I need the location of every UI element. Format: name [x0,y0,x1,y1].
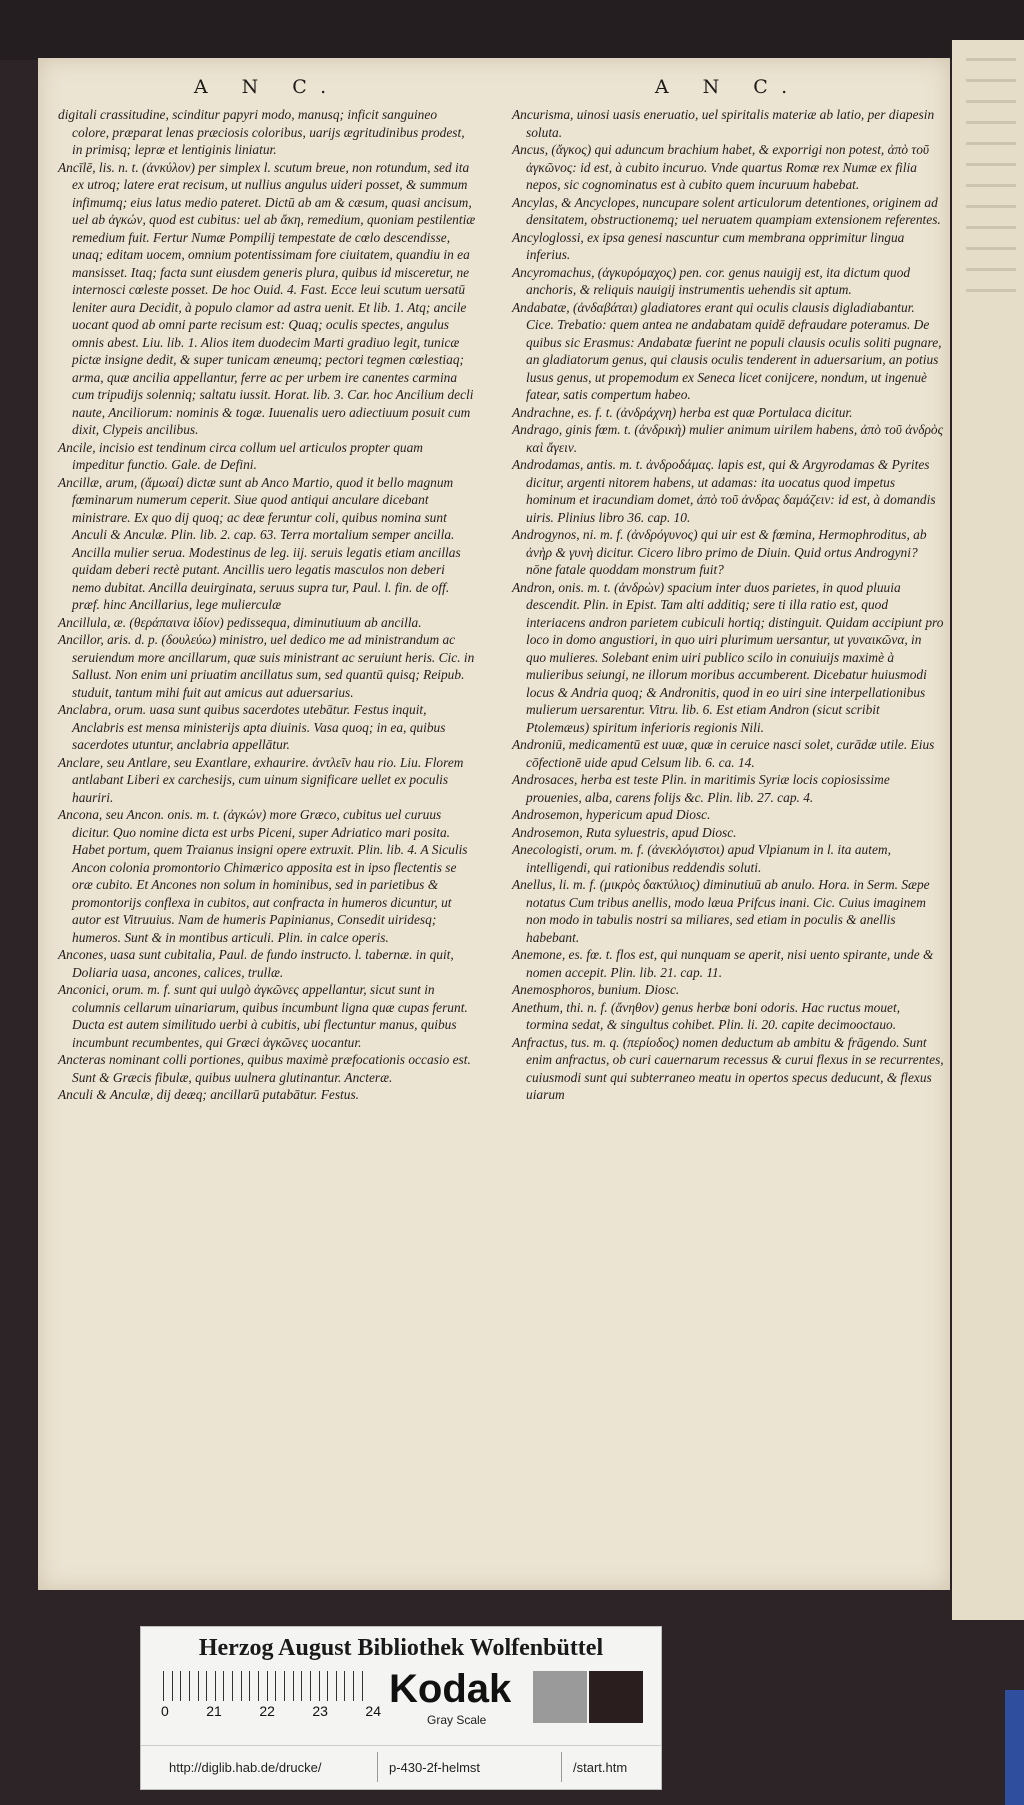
dictionary-entry: Anclare, seu Antlare, seu Exantlare, exhaurire. ἀντλεῖν hau rio. Liu. Florem antlabant Liberi ex carchesijs, cum uinum significare uellet ex poculis hauriri. [58,754,464,805]
library-label-card [140,1626,662,1790]
adjacent-page-edge [952,40,1024,1620]
gray-patch [533,1671,587,1723]
label-footer [141,1745,661,1790]
kodak-brand: Kodak [389,1667,512,1711]
dictionary-entry: Ancones, uasa sunt cubitalia, Paul. de fundo instructo. l. tabernæ. in quit, Doliaria uasa, ancones, calices, trullæ. [58,947,454,980]
dictionary-entry: Anethum, thi. n. f. (ἄνηθον) genus herbæ boni odoris. Hac ructus mouet, tormina sedat, & singultus cohibet. Plin. li. 20. capite decimooctauo. [512,999,901,1032]
dictionary-entry: Androsemon, Ruta syluestris, apud Diosc. [512,824,737,840]
dictionary-entry: Androgynos, ni. m. f. (ἀνδρόγυνος) qui uir est & fœmina, Hermophroditus, ab ἀνὴρ & γυνὴ dicitur. Cicero libro primo de Diuin. Quid ortus Androgyni? nōne fatale quoddam monstrum fuit? [512,527,927,577]
dictionary-entry: Ancus, (ἄγκος) qui aduncum brachium habet, & exporrigi non potest, ἀπὸ τοῦ ἀγκῶνος: id est, à cubito incuruo. Vnde quartus Romæ rex Numæ ex filia nepos, sic cognominatus est à cubito quem incuruum habebat. [512,142,930,192]
dictionary-entry: Anclabra, orum. uasa sunt quibus sacerdotes utebātur. Festus inquit, Anclabris est mensa ministerijs apta diuinis. Vasa quoq; in ea, quibus sacerdotes utuntur, anclabria appellātur. [58,702,446,752]
dictionary-entry: Ancillæ, arum, (ἄμωαί) dictæ sunt ab Anco Martio, quod it bello magnum fœminarum numerum ceperit. Siue quod antiqui anculare dicebant ministrare. Ex quo dij quoq; ac deæ feruntur coli, quibus nomina sunt Anculi & Anculæ. Plin. lib. 2. cap. 63. Terra mortalium semper ancilla. Ancilla mulier serua. Modestinus de leg. iij. seruis legatis etiam ancillas quidam deberi rectè putant. Ancillis uero legatis masculos non deberi nemo dubitat. Ancilla deuirginata, seruus supra tur, Paul. l. fin. de off. præf. hinc Ancillarius, lege mulierculæ [58,474,461,612]
dictionary-entry: Andrachne, es. f. t. (ἀνδράχνη) herba est quæ Portulaca dicitur. [512,404,853,420]
library-title: Herzog August Bibliothek Wolfenbüttel [198,1635,604,1661]
dictionary-entry: Andabatæ, (ἀνδαβάται) gladiatores erant qui oculis clausis digladiabantur. Cice. Trebatio: quem antea ne andabatam quidē defraudare poteramus. De quibus sic Erasmus: Andabatæ fuerint ne populi clausis oculis soliti pugnare, an gladiatorum genus, qui clausis oculis tenderent in aduersarium, an potius lusus genus, ut propemodum ex Seneca licet conijcere, nondum, ut ingenuè fatear, satis compertum habeo. [512,299,942,402]
blue-edge-strip [1005,1690,1024,1805]
right-entries [512,106,944,1104]
right-column [512,76,944,1104]
dictionary-entry: Ancīlē, lis. n. t. (ἀνκύλον) per simplex l. scutum breue, non rotundum, sed ita ex utroq; latere erat recisum, ut nullius angulus uideri posset, & summum infimumq; eius latus medio pateret. Dictū ab am & cæsum, quasi ancisum, uel ab ἀγκών, quod est cubitus: uel ab ἄκη, remedium, quoniam pestilentiæ remedium fuit. Fertur Numæ Pompilij tempestate de cœlo descendisse, unaq; editam uocem, omnium potentissimam fore ciuitatem, quandiu in ea mansisset. Itaq; facta sunt eiusdem generis plura, quibus id misceretur, ne internosci cœleste posset. De hoc Ouid. 4. Fast. Ecce leui scutum uersatū leniter aura Decidit, à populo clamor ad astra uenit. Et lib. 1. Atq; ancile uocant quod ab omni parte recisum est: Quaq; oculis spectes, angulus omnis abest. Liu. lib. 1. Alios item duodecim Marti gradiuo legit, tunicæ pictæ insigne dedit, & super tunicam æneumq; pectori tegmen cœlestiaq; arma, quæ ancilia appellantur, ferre ac per urbem ire canentes carmina cum tripudijs solenniq; saltatu iussit. Horat. lib. 3. Car. hoc Ancilium decli naute, Anciliorum: nominis & togæ. Iuuenalis uero adiectiuum posuit cum dixit, Clypeis ancilibus. [58,159,476,437]
scale-numbers [161,1703,381,1719]
right-running-header: A N C. [654,76,802,98]
left-column [58,76,476,1104]
left-entries [58,106,476,1104]
dictionary-entry: Ancteras nominant colli portiones, quibus maximè præfocationis occasio est. Sunt & Græcis fibulæ, quibus uulnera glutinantur. Ancteræ. [58,1052,471,1085]
dictionary-entry: Anellus, li. m. f. (μικρὸς δακτύλιος) diminutiuū ab anulo. Hora. in Serm. Sæpe notatus Cum tribus anellis, modo læua Prifcus inani. Cic. Cuius imaginem non modo in tabulis nostri sa miliares, sed etiam in poculis & anellis habebant. [512,877,930,945]
dictionary-entry: Ancurisma, uinosi uasis eneruatio, uel spiritalis materiæ ab latio, per diapesin soluta. [512,107,935,140]
source-url: http://diglib.hab.de/drucke/ [169,1760,322,1775]
scale-ruler [163,1671,363,1701]
dictionary-entry: Anemosphoros, bunium. Diosc. [512,982,680,997]
dictionary-entry: Androniū, medicamentū est uuæ, quæ in ceruice nasci solet, curādæ utile. Eius cōfectionē uide apud Celsum lib. 6. ca. 14. [512,737,935,770]
dictionary-entry: Ancona, seu Ancon. onis. m. t. (ἀγκών) more Græco, cubitus uel curuus dicitur. Quo nomine dicta est urbs Piceni, super Adriatico mari posita. Habet portum, quem Traianus insigni opere extruxit. Plin. lib. 4. A Siculis Ancon colonia promontorio Chimærico apposita est in ipso flectentis se oræ cubito. Et Ancones non solum in hominibus, sed in parietibus & promontorijs conflexa in cubitos, aut confracta in humeros dicuntur, ut autor est Vitruuius. Nam de humeris Papinianus, Consedit uiridesq; humeros. Sunt & in montibus articuli. Plin. in calce operis. [58,807,468,945]
start-file: /start.htm [573,1760,628,1775]
dictionary-entry: Anemone, es. fœ. t. flos est, qui nunquam se aperit, nisi uento spirante, unde & nomen accepit. Plin. lib. 21. cap. 11. [512,947,934,980]
dictionary-entry: digitali crassitudine, scinditur papyri modo, manusq; inficit sanguineo colore, præparat lenas præciosis coloribus, uarijs ægritudinibus prodest, in primisq; lepræ et lentiginis liniatur. [58,107,465,157]
dictionary-entry: Androsemon, hypericum apud Diosc. [512,807,711,822]
scale-number: 21 [206,1703,222,1719]
dictionary-entry: Ancyromachus, (ἀγκυρόμαχος) pen. cor. genus nauigij est, ita dictum quod anchoris, & reliquis nauigij instrumentis uehendis sit aptum. [512,264,911,297]
scale-number: 23 [312,1703,328,1719]
scanner-background-top [0,0,1024,60]
scale-number: 24 [365,1703,381,1719]
gray-scale-label: Gray Scale [427,1713,487,1727]
dark-patch [589,1671,643,1723]
dictionary-entry: Ancile, incisio est tendinum circa collum uel articulos propter quam impeditur functio. Gale. de Defini. [58,439,423,472]
dictionary-entry: Androdamas, antis. m. t. ἀνδροδάμας. lapis est, qui & Argyrodamas & Pyrites dicitur, argenti nitorem habens, ut adamas: ita uocatus quod impetus hominum et iracundiam domet, ἀπὸ τοῦ ἀνδρας δαμάζειν: id est, à domandis uiris. Plinius libro 36. cap. 10. [512,457,936,525]
dictionary-entry: Ancyloglossi, ex ipsa genesi nascuntur cum membrana opprimitur lingua inferius. [512,229,905,262]
scale-number: 22 [259,1703,275,1719]
dictionary-entry: Anecologisti, orum. m. f. (ἀνεκλόγιστοι) apud Vlpianum in l. ita autem, intelligendi, qui rationibus reddendis soluti. [512,842,891,875]
dictionary-entry: Anfractus, tus. m. q. (περίοδος) nomen deductum ab ambitu & frāgendo. Sunt enim anfractus, ob curi cauernarum recessus & curui flexus in se recurrentes, cuiusmodi sunt qui subterraneo meatu in opertos specus deducunt, & flexus uiarum [512,1034,944,1102]
left-running-header: A N C. [193,76,341,98]
dictionary-entry: Anculi & Anculæ, dij deæq; ancillarū putabātur. Festus. [58,1087,360,1102]
scale-number: 0 [161,1703,169,1719]
dictionary-entry: Ancylas, & Ancyclopes, nuncupare solent articulorum detentiones, originem ad densitatem, obstructionemq; uel neruatem quampiam extensionem referentes. [512,194,941,227]
dictionary-entry: Androsaces, herba est teste Plin. in maritimis Syriæ locis copiosissime prouenies, alba, carens folijs &c. Plin. lib. 27. cap. 4. [512,772,890,805]
dictionary-entry: Anconici, orum. m. f. sunt qui uulgò ἀγκῶνες appellantur, sicut sunt in columnis cellarum uinariarum, quibus incumbunt ligna quæ cupas ferunt. Ducta est autem similitudo uerbi à cubitis, ubi flectuntur manus, quibus incumbunt recumbentes, qui Græci ἀγκῶνες uocantur. [58,982,468,1050]
dictionary-entry: Ancillor, aris. d. p. (δουλεύω) ministro, uel dedico me ad ministrandum ac seruiendum more ancillarum, quæ suis ministrant ac seruiunt heris. Cic. in Sallust. Non enim uni priuatim ancillatus sum, sed quantū quisq; Reipub. studuit, tantum mihi fuit aut amicus aut aduersarius. [58,632,475,700]
dictionary-entry: Andrago, ginis fœm. t. (ἀνδρικὴ) mulier animum uirilem habens, ἀπὸ τοῦ ἀνδρὸς καὶ ἄγειν. [512,422,944,455]
dictionary-entry: Andron, onis. m. t. (ἀνδρὼν) spacium inter duos parietes, in quod pluuia descendit. Plin. in Epist. Tam alti additiq; sere ti illa ratio est, quod interiacens andron parietem cubiculi hortiq; distinguit. Quidam accipiunt pro loco in domo angustiori, in quo uiri plurimum uersantur, ut γυναικῶνα, in quo mulieres. Solebant enim uiri publico scilo in conuiuijs maximè à mulieribus seiungi, ne illorum moribus accumberent. Dicebatur huiusmodi locus & Andria quoq; & Andronitis, quod in eo uiri sine interpellationibus mulierum uersarentur. Vitru. lib. 6. Est etiam Andron (sicut scribit Ptolemæus) spiritum inferioris regionis Nili. [512,579,944,735]
shelfmark-id: p-430-2f-helmst [389,1760,481,1775]
dictionary-entry: Ancillula, æ. (θεράπαινα ἰδίον) pedissequa, diminutiuum ab ancilla. [58,614,422,630]
